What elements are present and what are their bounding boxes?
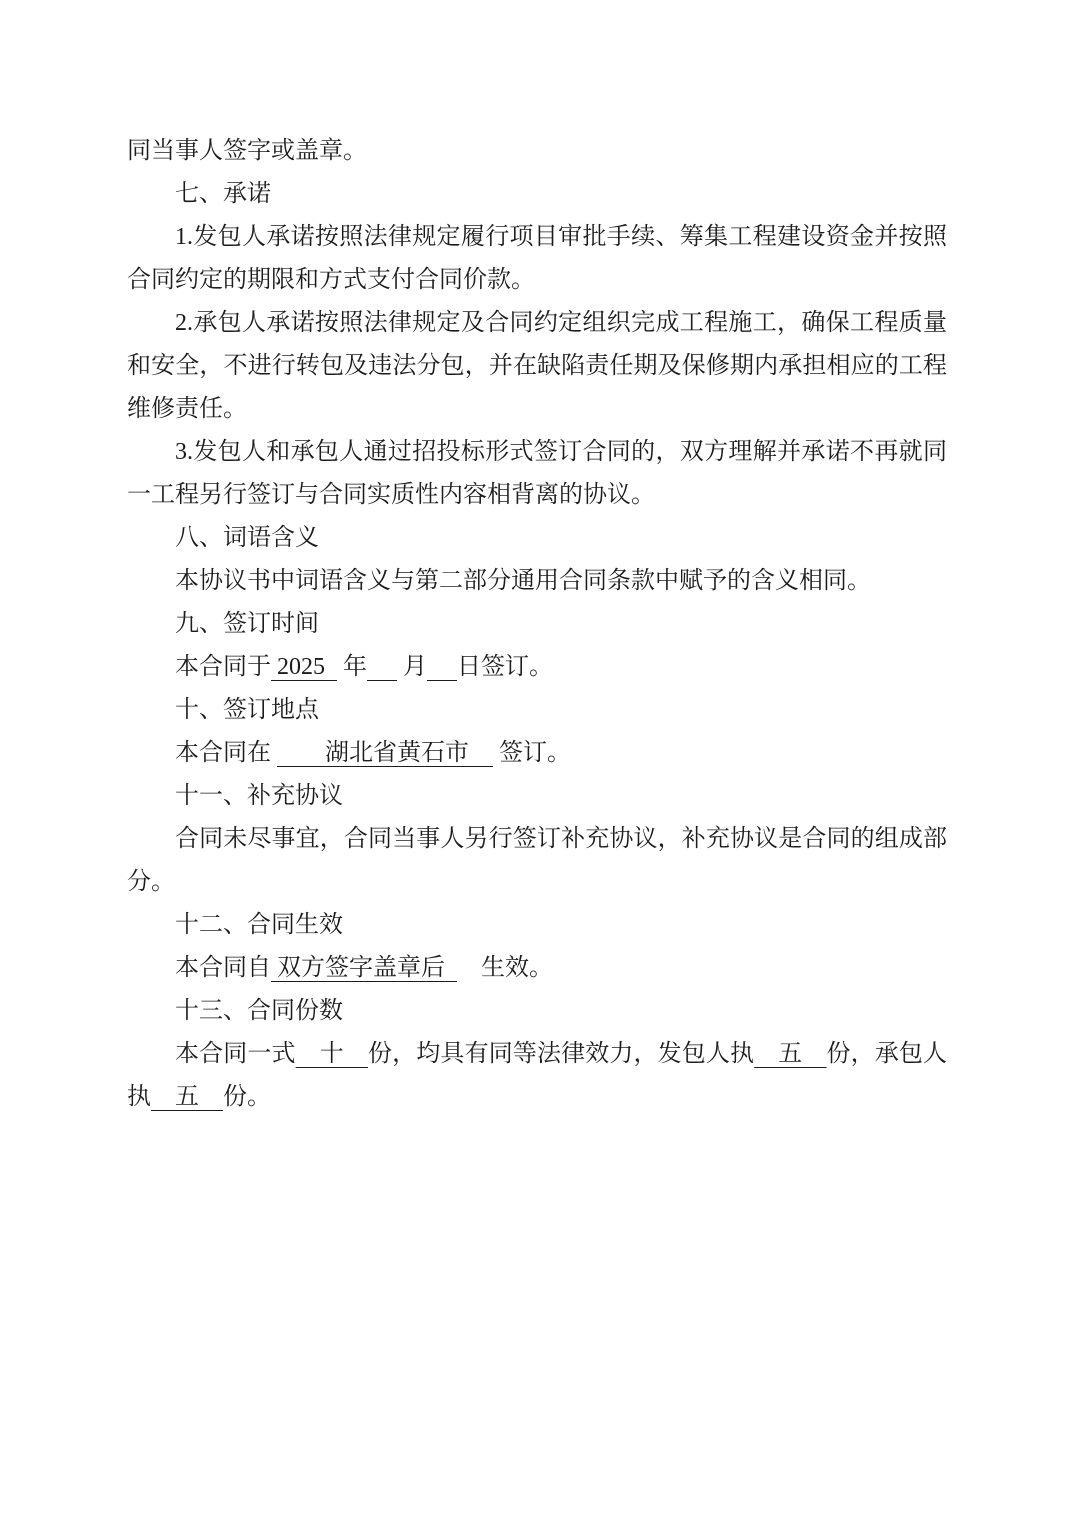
- text-run: 十二、合同生效: [175, 912, 343, 938]
- clause-1-employer-commitment: [127, 216, 947, 302]
- text-run: 本协议书中词语含义与第二部分通用合同条款中赋予的含义相同。: [175, 568, 871, 594]
- section-10-heading: [127, 689, 947, 732]
- signing-year-fill: 2025: [271, 654, 337, 680]
- copies-total-fill: 十: [295, 1041, 369, 1067]
- contractor-copies-fill: 五: [151, 1084, 223, 1110]
- section-13-body: [127, 1033, 947, 1119]
- section-9-body: [127, 646, 947, 689]
- text-run: 十、签订地点: [175, 697, 319, 723]
- contract-text-block: [127, 130, 947, 1119]
- signing-day-fill: [427, 654, 457, 680]
- text-run: 3.发包人和承包人通过招投标形式签订合同的，双方理解并承诺不再就同一工程另行签订与合同实质性内容相背离的协议。: [127, 439, 947, 508]
- clause-2-contractor-commitment: [127, 302, 947, 431]
- employer-copies-fill: 五: [754, 1041, 827, 1067]
- text-run: 日签订。: [457, 654, 553, 680]
- text-run: 年: [337, 654, 367, 680]
- section-7-heading: [127, 173, 947, 216]
- text-run: 八、词语含义: [175, 525, 319, 551]
- text-run: 合同未尽事宜，合同当事人另行签订补充协议，补充协议是合同的组成部分。: [127, 826, 947, 895]
- effective-condition-fill: 双方签字盖章后: [271, 955, 457, 981]
- section-12-body: [127, 947, 947, 990]
- text-run: 2.承包人承诺按照法律规定及合同约定组织完成工程施工，确保工程质量和安全，不进行转包及违法分包，并在缺陷责任期及保修期内承担相应的工程维修责任。: [127, 310, 947, 422]
- section-9-heading: [127, 603, 947, 646]
- text-run: 本合同于: [175, 654, 271, 680]
- text-run: 同当事人签字或盖章。: [127, 138, 367, 164]
- paragraph-continuation-signature: [127, 130, 947, 173]
- text-run: 份，均具有同等法律效力，发包人执: [368, 1041, 755, 1067]
- section-11-heading: [127, 775, 947, 818]
- text-run: 十三、合同份数: [175, 998, 343, 1024]
- text-run: 签订。: [493, 740, 571, 766]
- section-8-body: [127, 560, 947, 603]
- text-run: 份。: [223, 1084, 271, 1110]
- text-run: 生效。: [457, 955, 553, 981]
- text-run: 九、签订时间: [175, 611, 319, 637]
- text-run: 本合同一式: [175, 1041, 296, 1067]
- text-run: 月: [397, 654, 427, 680]
- section-8-heading: [127, 517, 947, 560]
- text-run: 1.发包人承诺按照法律规定履行项目审批手续、筹集工程建设资金并按照合同约定的期限和方式支付合同价款。: [127, 224, 947, 293]
- signing-month-fill: [367, 654, 397, 680]
- clause-3-bidding-commitment: [127, 431, 947, 517]
- section-12-heading: [127, 904, 947, 947]
- section-11-body: [127, 818, 947, 904]
- text-run: 十一、补充协议: [175, 783, 343, 809]
- signing-place-fill: 湖北省黄石市: [277, 740, 493, 766]
- text-run: 份，承包人执: [127, 1041, 948, 1110]
- text-run: 本合同自: [175, 955, 271, 981]
- section-10-body: [127, 732, 947, 775]
- text-run: 本合同在: [175, 740, 277, 766]
- section-13-heading: [127, 990, 947, 1033]
- text-run: 七、承诺: [175, 181, 271, 207]
